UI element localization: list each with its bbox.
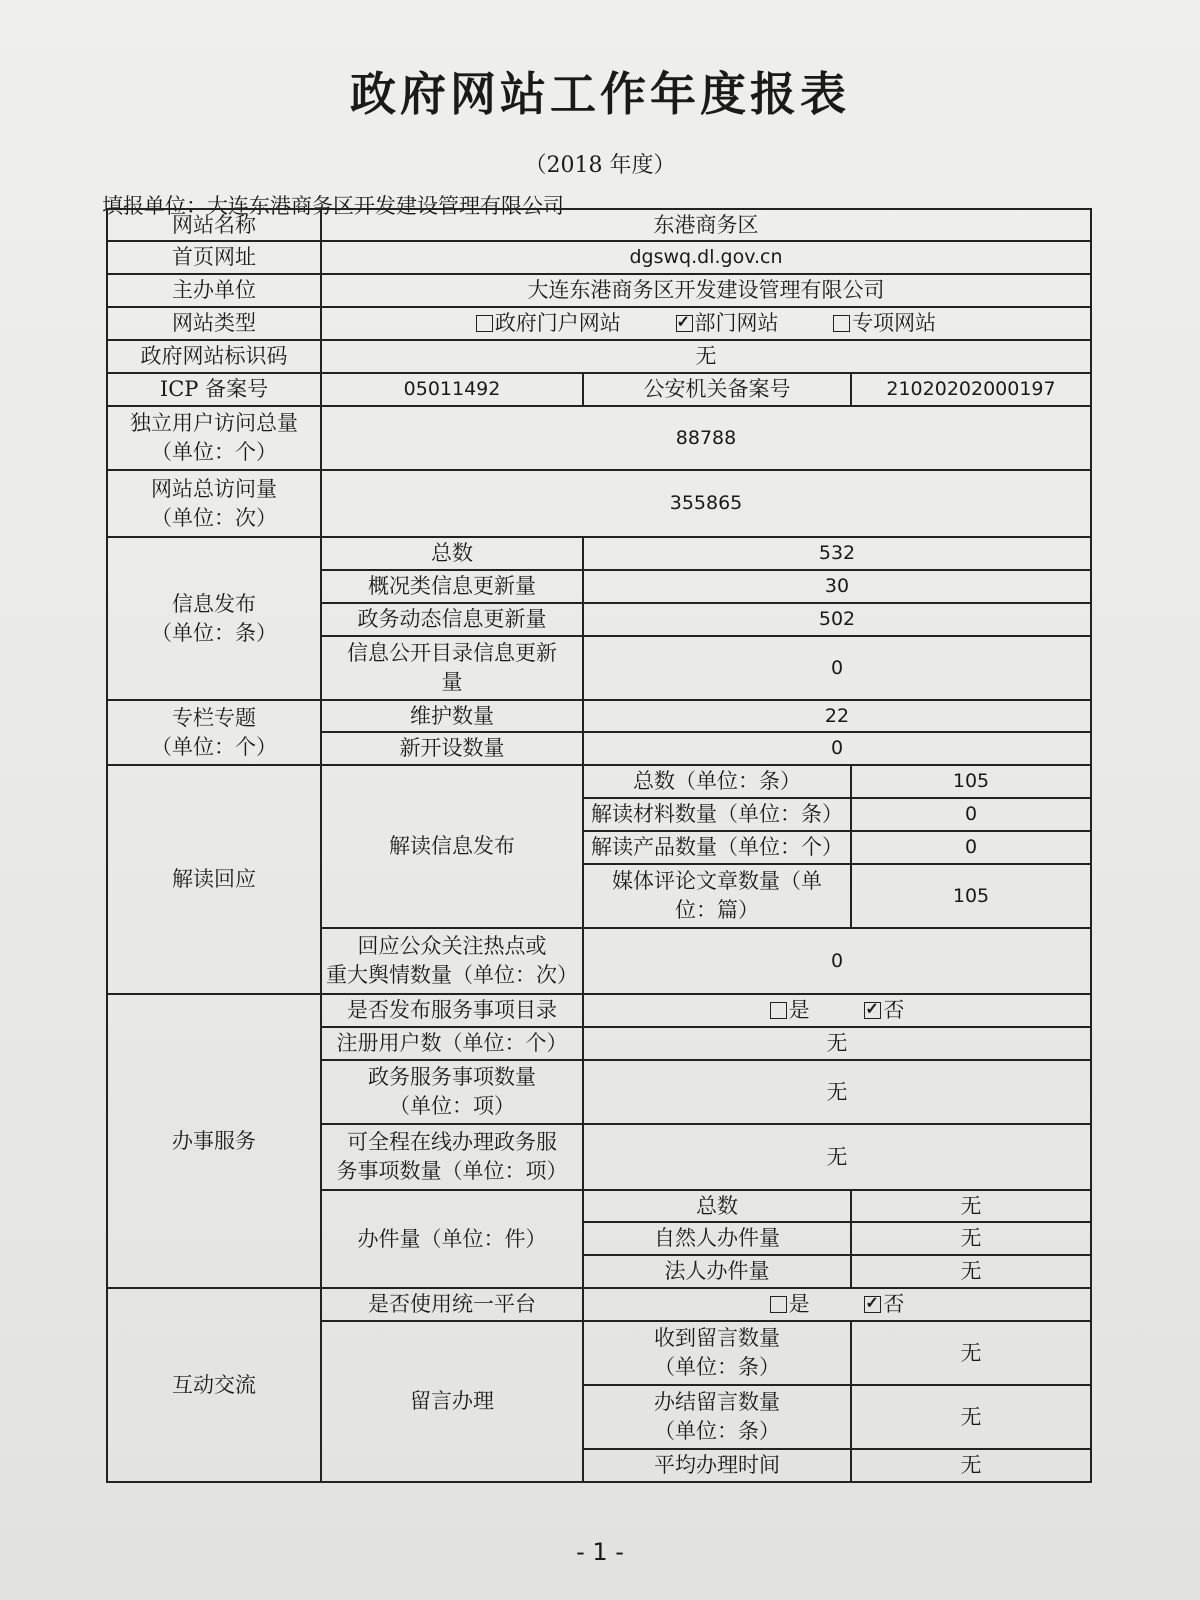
- msg-received-label: 收到留言数量 （单位：条）: [583, 1321, 851, 1385]
- site-type-options: [321, 307, 1091, 340]
- cases-total-label: 总数: [583, 1190, 851, 1222]
- interpret-media-value: 105: [851, 864, 1091, 928]
- msg-avg-value: 无: [851, 1449, 1091, 1482]
- type-option-portal[interactable]: 政府门户网站: [476, 309, 621, 338]
- service-catalog-options: [583, 994, 1091, 1027]
- interact-section-label: 互动交流: [107, 1288, 321, 1482]
- cases-total-value: 无: [851, 1190, 1091, 1222]
- report-table: [106, 208, 1092, 1483]
- service-items-value: 无: [583, 1060, 1091, 1124]
- cases-legal-label: 法人办件量: [583, 1255, 851, 1288]
- column-new-label: 新开设数量: [321, 732, 583, 765]
- interpret-total-value: 105: [851, 765, 1091, 798]
- checkbox-unchecked-icon: [476, 315, 493, 332]
- icp-label: ICP 备案号: [107, 373, 321, 406]
- checkbox-unchecked-icon: [770, 1296, 787, 1313]
- info-overview-value: 30: [583, 570, 1091, 603]
- info-catalog-value: 0: [583, 636, 1091, 700]
- service-online-label: 可全程在线办理政务服 务事项数量（单位：项）: [321, 1124, 583, 1190]
- checkbox-checked-icon: [864, 1002, 881, 1019]
- filling-unit: 填报单位：大连东港商务区开发建设管理有限公司: [102, 194, 564, 218]
- pv-value: 355865: [321, 470, 1091, 537]
- row-unique-visitors: [107, 406, 1091, 470]
- type-option-department[interactable]: ✓ 部门网站: [676, 309, 779, 338]
- row-site-type: [107, 307, 1091, 340]
- police-value: 21020202000197: [851, 373, 1091, 406]
- row-icp: [107, 373, 1091, 406]
- checkbox-checked-icon: [864, 1296, 881, 1313]
- info-section-label: 信息发布 （单位：条）: [107, 537, 321, 700]
- column-section-label: 专栏专题 （单位：个）: [107, 700, 321, 765]
- info-total-label: 总数: [321, 537, 583, 570]
- interpret-section-label: 解读回应: [107, 765, 321, 994]
- service-users-value: 无: [583, 1027, 1091, 1060]
- interpret-respond-value: 0: [583, 928, 1091, 994]
- site-type-label: 网站类型: [107, 307, 321, 340]
- checkbox-unchecked-icon: [833, 315, 850, 332]
- service-cases-label: 办件量（单位：件）: [321, 1190, 583, 1288]
- msg-done-label: 办结留言数量 （单位：条）: [583, 1385, 851, 1449]
- checkbox-unchecked-icon: [770, 1002, 787, 1019]
- site-id-label: 政府网站标识码: [107, 340, 321, 373]
- cases-natural-value: 无: [851, 1222, 1091, 1255]
- host-label: 主办单位: [107, 274, 321, 307]
- row-service-catalog: [107, 994, 1091, 1027]
- row-interpret-total: [107, 765, 1091, 798]
- column-new-value: 0: [583, 732, 1091, 765]
- info-catalog-label: 信息公开目录信息更新 量: [321, 636, 583, 700]
- interpret-publish-label: 解读信息发布: [321, 765, 583, 928]
- row-page-views: [107, 470, 1091, 537]
- platform-no[interactable]: ✓ 否: [864, 1290, 904, 1319]
- uv-value: 88788: [321, 406, 1091, 470]
- row-column-maint: [107, 700, 1091, 732]
- interpret-material-label: 解读材料数量（单位：条）: [583, 798, 851, 831]
- police-label: 公安机关备案号: [583, 373, 851, 406]
- url-value: dgswq.dl.gov.cn: [321, 241, 1091, 274]
- column-maint-value: 22: [583, 700, 1091, 732]
- interpret-product-value: 0: [851, 831, 1091, 864]
- platform-yes[interactable]: 是: [770, 1290, 810, 1319]
- msg-done-value: 无: [851, 1385, 1091, 1449]
- msg-received-value: 无: [851, 1321, 1091, 1385]
- icp-value: 05011492: [321, 373, 583, 406]
- row-site-name: [107, 209, 1091, 241]
- service-online-value: 无: [583, 1124, 1091, 1190]
- service-catalog-yes[interactable]: 是: [770, 996, 810, 1025]
- row-host: [107, 274, 1091, 307]
- interact-platform-label: 是否使用统一平台: [321, 1288, 583, 1321]
- document-title: 政府网站工作年度报表: [350, 67, 850, 121]
- service-users-label: 注册用户数（单位：个）: [321, 1027, 583, 1060]
- interact-msg-label: 留言办理: [321, 1321, 583, 1482]
- service-items-label: 政务服务事项数量 （单位：项）: [321, 1060, 583, 1124]
- row-info-total: [107, 537, 1091, 570]
- info-total-value: 532: [583, 537, 1091, 570]
- pv-label: 网站总访问量 （单位：次）: [107, 470, 321, 537]
- interpret-respond-label: 回应公众关注热点或 重大舆情数量（单位：次）: [321, 928, 583, 994]
- row-url: [107, 241, 1091, 274]
- service-section-label: 办事服务: [107, 994, 321, 1288]
- service-catalog-label: 是否发布服务事项目录: [321, 994, 583, 1027]
- interact-platform-options: [583, 1288, 1091, 1321]
- column-maint-label: 维护数量: [321, 700, 583, 732]
- interpret-product-label: 解读产品数量（单位：个）: [583, 831, 851, 864]
- page-number: - 1 -: [576, 1538, 624, 1566]
- row-site-id: [107, 340, 1091, 373]
- site-id-value: 无: [321, 340, 1091, 373]
- site-name-value: 东港商务区: [321, 209, 1091, 241]
- report-year: （2018 年度）: [524, 153, 676, 178]
- uv-label: 独立用户访问总量 （单位：个）: [107, 406, 321, 470]
- interpret-total-label: 总数（单位：条）: [583, 765, 851, 798]
- interpret-media-label: 媒体评论文章数量（单 位：篇）: [583, 864, 851, 928]
- service-catalog-no[interactable]: ✓ 否: [864, 996, 904, 1025]
- site-name-label: 网站名称: [107, 209, 321, 241]
- host-value: 大连东港商务区开发建设管理有限公司: [321, 274, 1091, 307]
- interpret-material-value: 0: [851, 798, 1091, 831]
- type-option-special[interactable]: 专项网站: [833, 309, 936, 338]
- checkbox-checked-icon: [676, 315, 693, 332]
- info-news-value: 502: [583, 603, 1091, 636]
- msg-avg-label: 平均办理时间: [583, 1449, 851, 1482]
- row-interact-platform: [107, 1288, 1091, 1321]
- info-overview-label: 概况类信息更新量: [321, 570, 583, 603]
- cases-legal-value: 无: [851, 1255, 1091, 1288]
- cases-natural-label: 自然人办件量: [583, 1222, 851, 1255]
- url-label: 首页网址: [107, 241, 321, 274]
- info-news-label: 政务动态信息更新量: [321, 603, 583, 636]
